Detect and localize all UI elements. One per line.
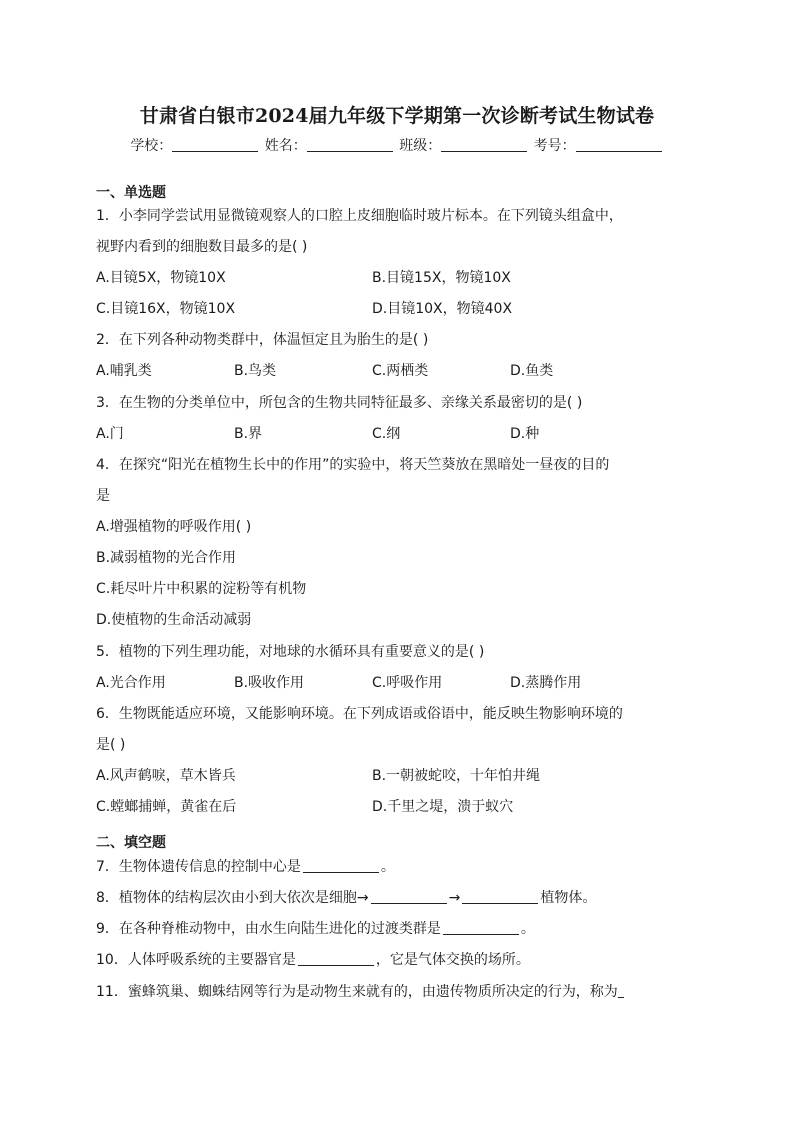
question-10-text: 10．人体呼吸系统的主要器官是	[96, 952, 296, 968]
question-1-option-a: A.目镜5X，物镜10X	[96, 270, 226, 286]
question-2-option-a: A.哺乳类	[96, 363, 152, 379]
question-3-option-d: D.种	[510, 426, 540, 442]
question-4-option-a: A.增强植物的呼吸作用( )	[96, 519, 252, 535]
section-heading-fill-blank: 二、填空题	[96, 835, 166, 851]
question-5-option-b: B.吸收作用	[234, 675, 305, 691]
class-blank	[441, 137, 527, 152]
question-4-option-d: D.使植物的生命活动减弱	[96, 612, 252, 628]
class-label: 班级：	[399, 138, 442, 154]
question-3-option-b: B.界	[234, 426, 263, 442]
student-info-row	[0, 135, 794, 155]
question-6-option-b: B.一朝被蛇咬，十年怕井绳	[372, 768, 541, 784]
exam-no-blank	[576, 137, 662, 152]
answer-blank	[618, 983, 624, 998]
question-8-text: 8．植物体的结构层次由小到大依次是细胞→	[96, 890, 369, 906]
page-title: 甘肃省白银市2024届九年级下学期第一次诊断考试生物试卷	[139, 105, 655, 127]
answer-blank	[303, 858, 379, 873]
question-6-option-c: C.螳螂捕蝉，黄雀在后	[96, 799, 237, 815]
question-4-line-1: 4．在探究“阳光在植物生长中的作用”的实验中，将天竺葵放在黑暗处一昼夜的目的	[96, 457, 610, 473]
question-5-option-d: D.蒸腾作用	[510, 675, 582, 691]
question-9-suffix: 。	[520, 921, 535, 937]
question-7-text: 7．生物体遗传信息的控制中心是	[96, 859, 301, 875]
question-7-suffix: 。	[380, 859, 395, 875]
question-9-text: 9．在各种脊椎动物中，由水生向陆生进化的过渡类群是	[96, 921, 441, 937]
question-4-option-c: C.耗尽叶片中积累的淀粉等有机物	[96, 581, 307, 597]
answer-blank	[298, 951, 374, 966]
question-3-stem: 3．在生物的分类单位中，所包含的生物共同特征最多、亲缘关系最密切的是( )	[96, 395, 583, 411]
question-3-option-c: C.纲	[372, 426, 401, 442]
answer-blank	[443, 920, 519, 935]
school-blank	[172, 137, 258, 152]
exam-no-label: 考号：	[533, 138, 576, 154]
question-8-arrow: →	[448, 890, 461, 906]
question-2-option-c: C.两栖类	[372, 363, 429, 379]
question-1-line-1: 1．小李同学尝试用显微镜观察人的口腔上皮细胞临时玻片标本。在下列镜头组盒中，	[96, 208, 623, 224]
question-5-option-a: A.光合作用	[96, 675, 166, 691]
question-1-option-b: B.目镜15X，物镜10X	[372, 270, 511, 286]
question-2-option-d: D.鱼类	[510, 363, 554, 379]
question-5-option-c: C.呼吸作用	[372, 675, 443, 691]
question-4-option-b: B.减弱植物的光合作用	[96, 550, 237, 566]
question-10	[96, 949, 530, 969]
question-1-option-d: D.目镜10X，物镜40X	[372, 301, 513, 317]
question-7	[96, 856, 395, 876]
question-1-line-2: 视野内看到的细胞数目最多的是( )	[96, 239, 308, 255]
question-6-option-d: D.千里之堤，溃于蚁穴	[372, 799, 514, 815]
question-6-line-1: 6．生物既能适应环境，又能影响环境。在下列成语或俗语中，能反映生物影响环境的	[96, 706, 623, 722]
question-2-option-b: B.鸟类	[234, 363, 277, 379]
question-6-option-a: A.风声鹤唳，草木皆兵	[96, 768, 236, 784]
question-8	[96, 887, 596, 907]
question-6-line-2: 是( )	[96, 737, 126, 753]
question-10-suffix: ，它是气体交换的场所。	[375, 952, 530, 968]
question-4-line-2: 是	[96, 488, 110, 504]
answer-blank	[371, 889, 447, 904]
question-5-stem: 5．植物的下列生理功能，对地球的水循环具有重要意义的是( )	[96, 644, 485, 660]
school-label: 学校：	[130, 138, 173, 154]
question-9	[96, 918, 535, 938]
question-3-option-a: A.门	[96, 426, 124, 442]
name-label: 姓名：	[264, 138, 307, 154]
question-11	[96, 981, 624, 1001]
question-1-option-c: C.目镜16X，物镜10X	[96, 301, 236, 317]
answer-blank	[462, 889, 538, 904]
name-blank	[307, 137, 393, 152]
question-2-stem: 2．在下列各种动物类群中，体温恒定且为胎生的是( )	[96, 332, 429, 348]
question-8-suffix: 植物体。	[540, 890, 597, 906]
section-heading-single-choice: 一、单选题	[96, 185, 166, 201]
question-11-text: 11．蜜蜂筑巢、蜘蛛结网等行为是动物生来就有的，由遗传物质所决定的行为，称为	[96, 984, 618, 1000]
